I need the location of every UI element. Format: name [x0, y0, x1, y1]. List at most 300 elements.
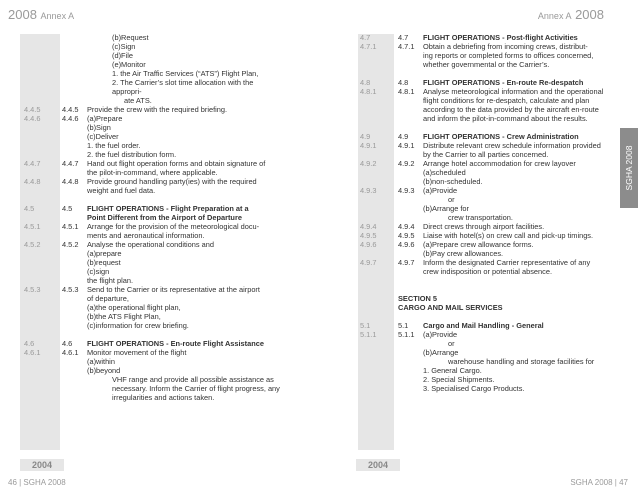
clause-number — [62, 384, 87, 393]
margin-number: 4.9.2 — [360, 159, 377, 168]
clause-text: Analyse meteorological information and the operational — [423, 87, 604, 96]
clause-text: Point Different from the Airport of Departure — [87, 213, 242, 222]
paragraph-line — [24, 222, 284, 231]
clause-number — [62, 51, 87, 60]
paragraph-line — [24, 285, 284, 294]
margin-number — [24, 249, 62, 258]
clause-text: weight and fuel data. — [87, 186, 156, 195]
margin-number — [24, 393, 62, 402]
clause-text: (a)Prepare crew allowance forms. — [423, 240, 534, 249]
clause-number — [62, 123, 87, 132]
clause-number — [62, 42, 87, 51]
paragraph-line — [24, 105, 284, 114]
margin-number — [24, 60, 62, 69]
clause-text: (a)scheduled — [423, 168, 466, 177]
margin-number — [360, 249, 398, 258]
clause-number — [62, 393, 87, 402]
right-year-box: 2004 — [356, 459, 400, 471]
clause-text: FLIGHT OPERATIONS - Crew Administration — [423, 132, 579, 141]
paragraph-line — [360, 222, 615, 231]
paragraph-line — [24, 321, 284, 330]
paragraph-line — [360, 159, 615, 168]
clause-number — [62, 321, 87, 330]
paragraph-line — [360, 168, 615, 177]
clause-text: 1. the Air Traffic Services (“ATS”) Flight Plan, — [112, 69, 259, 78]
paragraph-line — [360, 276, 615, 285]
paragraph-line — [360, 177, 615, 186]
clause-number — [398, 339, 423, 348]
paragraph-line — [360, 114, 615, 123]
margin-number — [24, 123, 62, 132]
clause-number — [62, 267, 87, 276]
clause-number: 4.9.3 — [398, 186, 415, 195]
clause-text: FLIGHT OPERATIONS - Flight Preparation at a — [87, 204, 249, 213]
paragraph-line — [24, 96, 284, 105]
margin-number — [24, 231, 62, 240]
paragraph-line — [24, 60, 284, 69]
paragraph-line — [24, 42, 284, 51]
clause-text: (b)Arrange for — [423, 204, 470, 213]
clause-number — [398, 51, 423, 60]
paragraph-line — [24, 150, 284, 159]
paragraph-line — [24, 384, 284, 393]
margin-number — [24, 276, 62, 285]
clause-number: 4.5.3 — [62, 285, 79, 294]
clause-text: necessary. Inform the Carrier of flight progress, any — [112, 384, 280, 393]
clause-text: 3. Specialised Cargo Products. — [423, 384, 525, 393]
clause-number: 4.5.2 — [62, 240, 79, 249]
clause-number — [62, 33, 87, 42]
clause-number: 4.4.7 — [62, 159, 79, 168]
clause-number — [62, 186, 87, 195]
header-right-year: 2008 — [575, 7, 604, 22]
margin-number — [24, 267, 62, 276]
clause-number — [62, 357, 87, 366]
clause-number — [62, 375, 87, 384]
clause-text: (a)prepare — [87, 249, 122, 258]
paragraph-line — [360, 105, 615, 114]
paragraph-line — [360, 132, 615, 141]
clause-text: of departure, — [87, 294, 129, 303]
paragraph-line — [360, 312, 615, 321]
clause-text: FLIGHT OPERATIONS - En-route Flight Assistance — [87, 339, 264, 348]
clause-text: crew indisposition or potential absence. — [423, 267, 553, 276]
clause-number — [62, 60, 87, 69]
margin-number — [24, 51, 62, 60]
clause-number: 4.9 — [398, 132, 409, 141]
paragraph-line — [360, 33, 615, 42]
margin-number — [24, 357, 62, 366]
paragraph-line — [24, 249, 284, 258]
clause-text: 2. Special Shipments. — [423, 375, 495, 384]
paragraph-line — [360, 240, 615, 249]
paragraph-line — [360, 60, 615, 69]
clause-number: 4.8 — [398, 78, 409, 87]
clause-text: (a)the operational flight plan, — [87, 303, 181, 312]
clause-text: and inform the pilot-in-command about the results. — [423, 114, 588, 123]
margin-number — [24, 186, 62, 195]
margin-number — [24, 321, 62, 330]
clause-text: the pilot-in-command, where applicable. — [87, 168, 218, 177]
clause-text: (a)within — [87, 357, 115, 366]
margin-number — [24, 33, 62, 42]
paragraph-line — [24, 78, 284, 96]
margin-number — [24, 42, 62, 51]
clause-number — [398, 213, 423, 222]
paragraph-line — [24, 195, 284, 204]
paragraph-line — [24, 114, 284, 123]
margin-number — [360, 375, 398, 384]
paragraph-line — [24, 240, 284, 249]
paragraph-line — [360, 150, 615, 159]
clause-text: Monitor movement of the flight — [87, 348, 187, 357]
clause-number — [398, 150, 423, 159]
clause-number — [398, 267, 423, 276]
clause-text: (b)request — [87, 258, 121, 267]
margin-number — [24, 78, 62, 96]
margin-number: 4.9 — [360, 132, 371, 141]
clause-number — [62, 141, 87, 150]
margin-number — [360, 150, 398, 159]
clause-number — [62, 249, 87, 258]
margin-number — [360, 60, 398, 69]
clause-text: ments and aeronautical information. — [87, 231, 205, 240]
paragraph-line — [24, 339, 284, 348]
margin-number — [360, 204, 398, 213]
margin-number — [360, 384, 398, 393]
header-right-annex: Annex A — [537, 11, 572, 21]
paragraph-line — [24, 294, 284, 303]
clause-number: 4.9.1 — [398, 141, 415, 150]
margin-number — [360, 114, 398, 123]
clause-text: ing reports or completed forms to offices concerned, — [423, 51, 594, 60]
paragraph-line — [360, 51, 615, 60]
clause-number — [398, 114, 423, 123]
clause-number: 4.9.6 — [398, 240, 415, 249]
clause-text: VHF range and provide all possible assistance as — [112, 375, 274, 384]
margin-number: 4.9.6 — [360, 240, 377, 249]
footer-left: 46 | SGHA 2008 — [8, 478, 66, 487]
clause-number — [398, 348, 423, 357]
margin-number: 4.7.1 — [360, 42, 377, 51]
clause-text: whether governmental or the Carrier’s. — [423, 60, 550, 69]
clause-text: ate ATS. — [124, 96, 152, 105]
clause-text: Obtain a debriefing from incoming crews, distribut- — [423, 42, 588, 51]
paragraph-line — [24, 51, 284, 60]
margin-number — [360, 348, 398, 357]
margin-number — [24, 303, 62, 312]
margin-number: 5.1 — [360, 321, 371, 330]
margin-number — [24, 258, 62, 267]
margin-number — [24, 213, 62, 222]
clause-number: 4.9.7 — [398, 258, 415, 267]
margin-number — [360, 105, 398, 114]
paragraph-line — [360, 213, 615, 222]
margin-number: 4.9.7 — [360, 258, 377, 267]
clause-text: (c)information for crew briefing. — [87, 321, 189, 330]
clause-number: 4.4.8 — [62, 177, 79, 186]
paragraph-line — [360, 375, 615, 384]
paragraph-line — [360, 303, 615, 312]
margin-number: 5.1.1 — [360, 330, 377, 339]
margin-number: 4.4.7 — [24, 159, 41, 168]
paragraph-line — [360, 267, 615, 276]
clause-number — [62, 231, 87, 240]
clause-text: (b)the ATS Flight Plan, — [87, 312, 161, 321]
clause-number — [62, 366, 87, 375]
clause-text: (b)Arrange — [423, 348, 459, 357]
clause-number: 4.9.2 — [398, 159, 415, 168]
clause-text: 2. The Carrier’s slot time allocation with the appropri- — [112, 78, 254, 96]
paragraph-line — [24, 168, 284, 177]
clause-text: irregularities and actions taken. — [112, 393, 215, 402]
clause-number: 4.5 — [62, 204, 73, 213]
paragraph-line — [24, 348, 284, 357]
clause-number — [398, 168, 423, 177]
side-tab — [620, 128, 638, 208]
clause-number — [62, 168, 87, 177]
margin-number — [24, 312, 62, 321]
paragraph-line — [360, 123, 615, 132]
margin-number — [360, 177, 398, 186]
clause-text: Arrange hotel accommodation for crew layover — [423, 159, 576, 168]
clause-number — [398, 366, 423, 375]
clause-text: (b)non-scheduled. — [423, 177, 483, 186]
paragraph-line — [24, 177, 284, 186]
clause-text: (a)Provide — [423, 186, 458, 195]
paragraph-line — [24, 33, 284, 42]
paragraph-line — [24, 123, 284, 132]
paragraph-line — [24, 186, 284, 195]
clause-number — [62, 294, 87, 303]
paragraph-line — [24, 330, 284, 339]
margin-number — [360, 213, 398, 222]
clause-text: Inform the designated Carrier representative of any — [423, 258, 591, 267]
header-right — [538, 7, 604, 22]
header-left — [8, 7, 74, 22]
paragraph-line — [360, 87, 615, 96]
margin-number — [360, 168, 398, 177]
clause-number — [62, 312, 87, 321]
clause-text: or — [448, 339, 455, 348]
paragraph-line — [24, 276, 284, 285]
clause-text: (b)beyond — [87, 366, 121, 375]
clause-text: crew transportation. — [448, 213, 513, 222]
clause-number: 4.6 — [62, 339, 73, 348]
paragraph-line — [360, 231, 615, 240]
clause-number — [62, 150, 87, 159]
clause-text: FLIGHT OPERATIONS - En-route Re-despatch — [423, 78, 584, 87]
clause-number: 4.9.5 — [398, 231, 415, 240]
margin-number — [24, 132, 62, 141]
clause-number: 5.1 — [398, 321, 409, 330]
margin-number — [24, 168, 62, 177]
clause-text: Arrange for the provision of the meteorological docu- — [87, 222, 260, 231]
clause-number — [62, 213, 87, 222]
margin-number: 4.9.4 — [360, 222, 377, 231]
clause-text: Hand out flight operation forms and obtain signature of — [87, 159, 266, 168]
margin-number: 4.4.5 — [24, 105, 41, 114]
side-tab-label: SGHA 2008 — [624, 145, 634, 191]
paragraph-line — [360, 339, 615, 348]
clause-number — [62, 132, 87, 141]
margin-number — [24, 384, 62, 393]
clause-number — [62, 258, 87, 267]
clause-number — [398, 105, 423, 114]
paragraph-line — [360, 195, 615, 204]
margin-number: 4.9.3 — [360, 186, 377, 195]
clause-text: (e)Monitor — [112, 60, 146, 69]
margin-number — [24, 294, 62, 303]
clause-text: (d)File — [112, 51, 133, 60]
margin-number — [24, 366, 62, 375]
clause-text: (c)Deliver — [87, 132, 119, 141]
paragraph-line — [24, 231, 284, 240]
margin-number — [360, 366, 398, 375]
margin-number — [24, 150, 62, 159]
clause-number — [62, 78, 87, 96]
paragraph-line — [360, 321, 615, 330]
paragraph-line — [360, 42, 615, 51]
paragraph-line — [360, 78, 615, 87]
margin-number: 4.4.8 — [24, 177, 41, 186]
clause-text: warehouse handling and storage facilities for — [448, 357, 595, 366]
margin-number: 4.6.1 — [24, 348, 41, 357]
clause-number: 4.4.6 — [62, 114, 79, 123]
paragraph-line — [24, 69, 284, 78]
margin-number — [360, 267, 398, 276]
clause-text: Provide ground handling party(ies) with the required — [87, 177, 257, 186]
clause-text: CARGO AND MAIL SERVICES — [398, 303, 503, 312]
paragraph-line — [360, 96, 615, 105]
clause-text: Direct crews through airport facilities. — [423, 222, 545, 231]
clause-text: Analyse the operational conditions and — [87, 240, 214, 249]
clause-text: SECTION 5 — [398, 294, 438, 303]
margin-number — [24, 375, 62, 384]
paragraph-line — [360, 330, 615, 339]
paragraph-line — [360, 348, 615, 357]
footer-right: SGHA 2008 | 47 — [570, 478, 628, 487]
margin-number — [360, 357, 398, 366]
clause-text: (b)Pay crew allowances. — [423, 249, 504, 258]
paragraph-line — [24, 312, 284, 321]
margin-number: 4.9.1 — [360, 141, 377, 150]
paragraph-line — [24, 159, 284, 168]
paragraph-line — [24, 366, 284, 375]
margin-number — [360, 51, 398, 60]
clause-number: 4.7.1 — [398, 42, 415, 51]
margin-number: 4.7 — [360, 33, 371, 42]
margin-number — [360, 339, 398, 348]
clause-text: (a)Prepare — [87, 114, 123, 123]
margin-number: 4.5 — [24, 204, 35, 213]
header-left-annex: Annex A — [40, 11, 75, 21]
clause-number — [62, 303, 87, 312]
paragraph-line — [24, 132, 284, 141]
clause-text: Distribute relevant crew schedule information provided — [423, 141, 601, 150]
margin-number: 4.8.1 — [360, 87, 377, 96]
margin-number — [24, 69, 62, 78]
margin-number — [24, 96, 62, 105]
clause-text: Cargo and Mail Handling - General — [423, 321, 544, 330]
paragraph-line — [24, 213, 284, 222]
paragraph-line — [360, 141, 615, 150]
margin-number — [24, 141, 62, 150]
clause-text: according to the data provided by the aircraft en-route — [423, 105, 599, 114]
margin-number: 4.8 — [360, 78, 371, 87]
clause-number — [398, 375, 423, 384]
clause-text: Provide the crew with the required briefing. — [87, 105, 228, 114]
clause-text: FLIGHT OPERATIONS - Post-flight Activities — [423, 33, 578, 42]
margin-number — [360, 195, 398, 204]
paragraph-line — [360, 357, 615, 366]
margin-number: 4.5.1 — [24, 222, 41, 231]
margin-number — [360, 96, 398, 105]
paragraph-line — [24, 141, 284, 150]
margin-number: 4.6 — [24, 339, 35, 348]
clause-number — [398, 60, 423, 69]
paragraph-line — [360, 384, 615, 393]
clause-text: (a)Provide — [423, 330, 458, 339]
clause-text: or — [448, 195, 455, 204]
clause-text: 1. General Cargo. — [423, 366, 482, 375]
paragraph-line — [360, 294, 615, 303]
clause-number — [398, 249, 423, 258]
clause-text: by the Carrier to all parties concerned. — [423, 150, 549, 159]
paragraph-line — [24, 375, 284, 384]
clause-text: (c)sign — [87, 267, 110, 276]
clause-text: Liaise with hotel(s) on crew call and pick-up timings. — [423, 231, 594, 240]
paragraph-line — [360, 285, 615, 294]
paragraph-line — [24, 303, 284, 312]
clause-number: 4.8.1 — [398, 87, 415, 96]
margin-number: 4.5.3 — [24, 285, 41, 294]
clause-number: 4.6.1 — [62, 348, 79, 357]
paragraph-line — [360, 186, 615, 195]
clause-text: (b)Request — [112, 33, 149, 42]
paragraph-line — [360, 249, 615, 258]
right-column — [360, 33, 615, 393]
clause-number — [398, 204, 423, 213]
paragraph-line — [24, 258, 284, 267]
paragraph-line — [360, 258, 615, 267]
clause-number: 4.7 — [398, 33, 409, 42]
clause-text: Send to the Carrier or its representative at the airport — [87, 285, 260, 294]
clause-number — [398, 195, 423, 204]
left-column — [24, 33, 284, 402]
clause-number: 4.5.1 — [62, 222, 79, 231]
clause-text: 1. the fuel order. — [87, 141, 141, 150]
clause-text: 2. the fuel distribution form. — [87, 150, 177, 159]
margin-number: 4.5.2 — [24, 240, 41, 249]
margin-number: 4.9.5 — [360, 231, 377, 240]
margin-number: 4.4.6 — [24, 114, 41, 123]
clause-number — [398, 177, 423, 186]
clause-number: 4.9.4 — [398, 222, 415, 231]
clause-text: (b)Sign — [87, 123, 111, 132]
paragraph-line — [24, 267, 284, 276]
clause-text: the flight plan. — [87, 276, 134, 285]
header-left-year: 2008 — [8, 7, 37, 22]
paragraph-line — [360, 204, 615, 213]
paragraph-line — [360, 366, 615, 375]
clause-number: 4.4.5 — [62, 105, 79, 114]
clause-number — [62, 276, 87, 285]
paragraph-line — [24, 204, 284, 213]
clause-number — [398, 357, 423, 366]
clause-number — [62, 96, 87, 105]
paragraph-line — [24, 393, 284, 402]
